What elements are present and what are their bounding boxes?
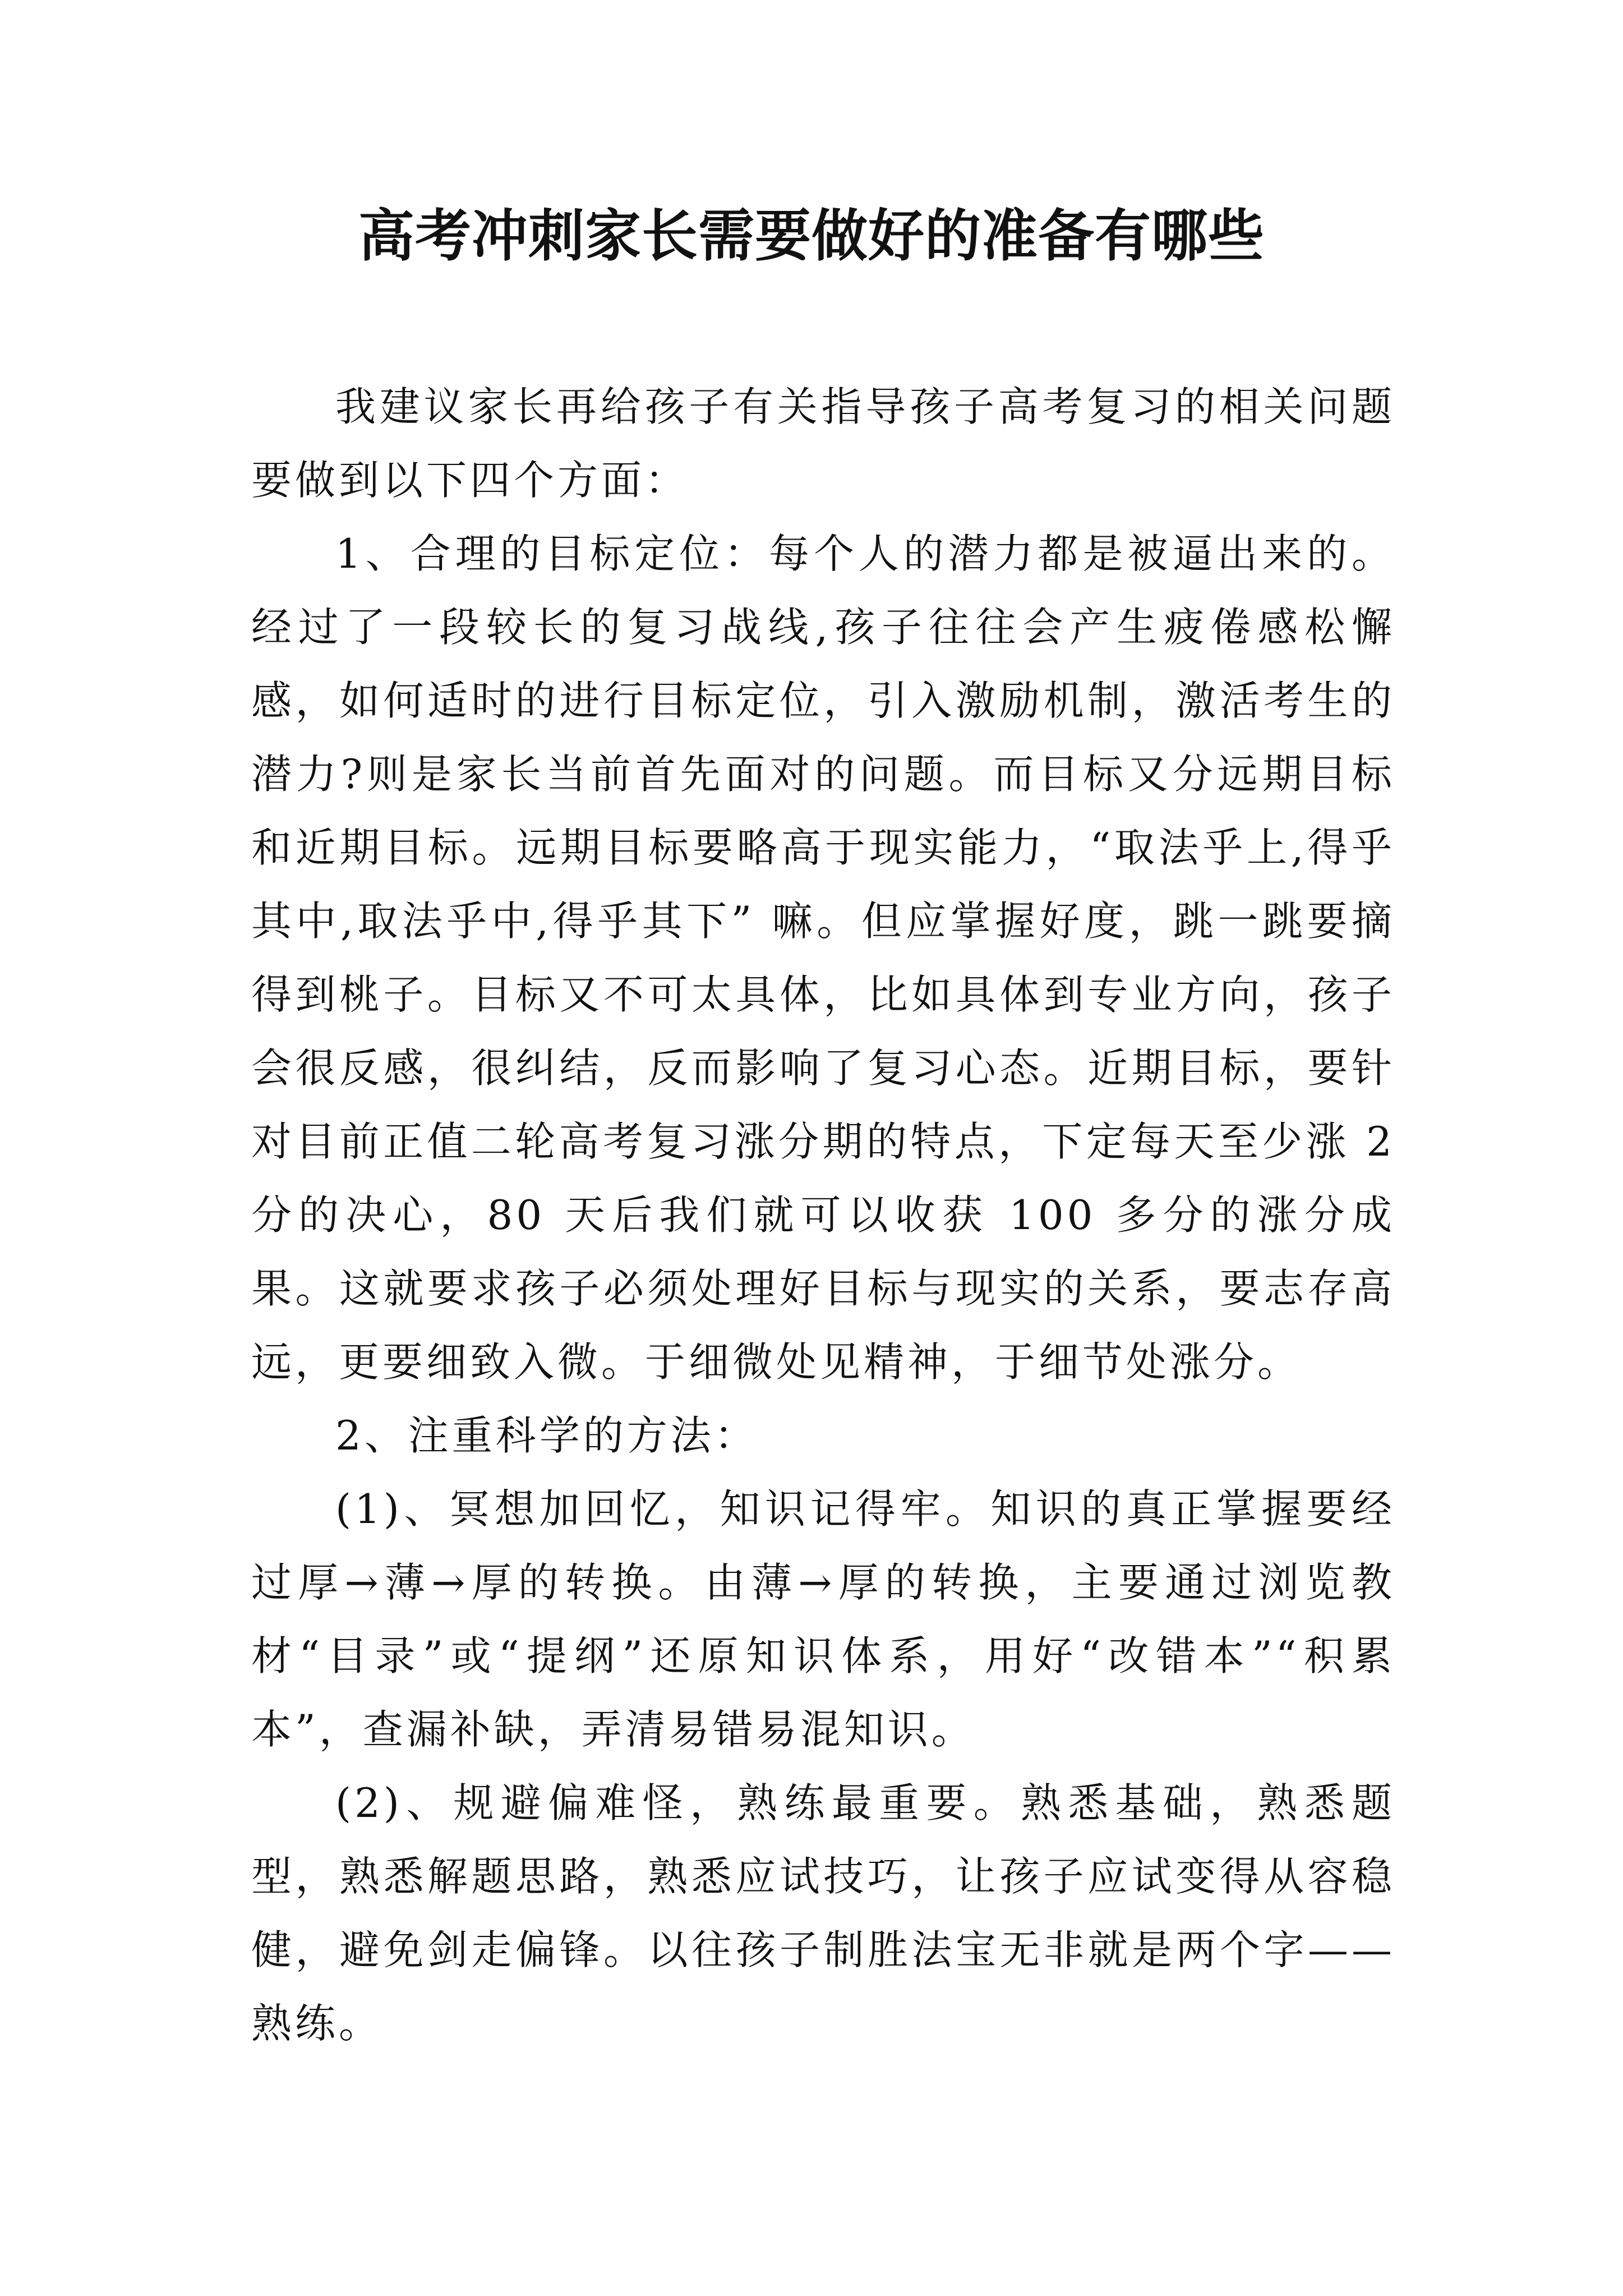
document-body (251, 370, 1395, 2060)
document-title: 高考冲刺家长需要做好的准备有哪些 (358, 203, 1265, 269)
paragraph-method-1: (1)、冥想加回忆，知识记得牢。知识的真正掌握要经过厚→薄→厚的转换。由薄→厚的转换，主要通过浏览教材“目录”或“提纲”还原知识体系，用好“改错本”“积累本”，查漏补缺，弄清易错易混知识。 (251, 1485, 1395, 1753)
paragraph-method-2: (2)、规避偏难怪，熟练最重要。熟悉基础，熟悉题型，熟悉解题思路，熟悉应试技巧，让孩子应试变得从容稳健，避免剑走偏锋。以往孩子制胜法宝无非就是两个字——熟练。 (251, 1779, 1395, 2047)
paragraph-method-heading: 2、注重科学的方法： (335, 1412, 758, 1459)
paragraph-goal-setting: 1、合理的目标定位：每个人的潜力都是被逼出来的。经过了一段较长的复习战线,孩子往往会产生疲倦感松懈感，如何适时的进行目标定位，引入激励机制，激活考生的潜力?则是家长当前首先面对的问题。而目标又分远期目标和近期目标。远期目标要略高于现实能力，“取法乎上,得乎其中,取法乎中,得乎其下” 嘛。但应掌握好度，跳一跳要摘得到桃子。目标又不可太具体，比如具体到专业方向，孩子会很反感，很纠结，反而影响了复习心态。近期目标，要针对目前正值二轮高考复习涨分期的特点，下定每天至少涨 2 分的决心，80 天后我们就可以收获 100 多分的涨分成果。这就要求孩子必须处理好目标与现实的关系，要志存高远，更要细致入微。于细微处见精神，于细节处涨分。 (251, 530, 1395, 1386)
paragraph-intro: 我建议家长再给孩子有关指导孩子高考复习的相关问题要做到以下四个方面： (251, 383, 1395, 504)
